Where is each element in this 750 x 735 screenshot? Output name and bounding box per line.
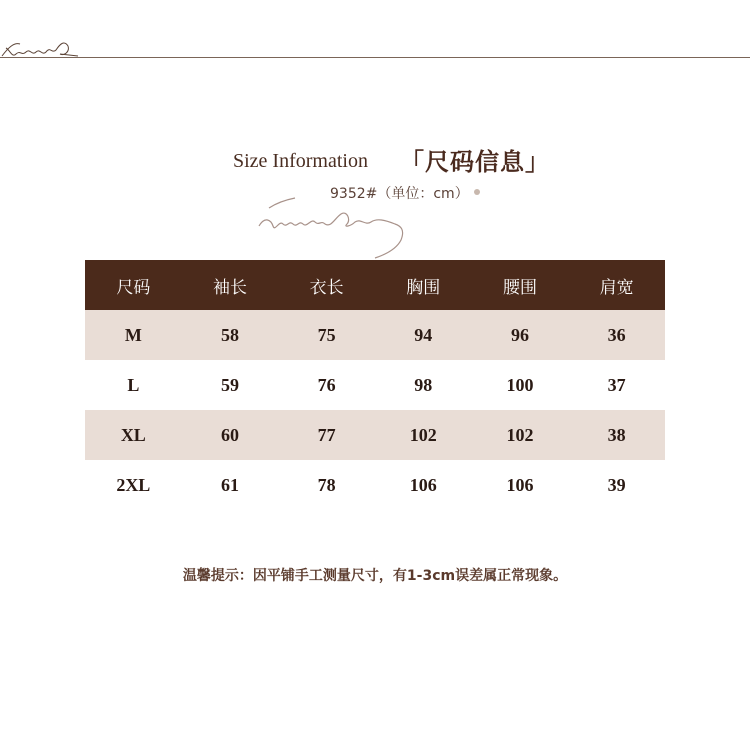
- table-cell: 102: [472, 410, 569, 460]
- measurement-note: 温馨提示：因平铺手工测量尺寸，有1-3cm误差属正常现象。: [182, 568, 568, 584]
- table-cell: 94: [375, 310, 472, 360]
- table-cell: 106: [506, 474, 534, 495]
- table-cell: 100: [506, 374, 534, 395]
- table-cell: 37: [607, 374, 626, 395]
- decorative-dot: [474, 189, 480, 195]
- column-header-size: 尺码: [85, 260, 182, 310]
- table-row: [85, 410, 665, 460]
- table-cell: 75: [278, 310, 375, 360]
- column-header-shoulder: 肩宽: [568, 260, 665, 310]
- table-cell: L: [127, 374, 140, 395]
- table-cell: 60: [182, 410, 279, 460]
- table-cell: 98: [414, 374, 433, 395]
- table-row: [85, 310, 665, 360]
- heading: [0, 142, 750, 182]
- table-cell: XL: [85, 410, 182, 460]
- table-row: [85, 460, 665, 510]
- table-cell: 77: [278, 410, 375, 460]
- table-cell: 102: [375, 410, 472, 460]
- table-header-row: [85, 260, 665, 310]
- table-cell: 36: [568, 310, 665, 360]
- handwritten-signature-top: [0, 34, 80, 66]
- table-row: [85, 360, 665, 410]
- column-header-length: 衣长: [278, 260, 375, 310]
- table-cell: M: [85, 310, 182, 360]
- table-cell: 61: [220, 474, 239, 495]
- table-cell: 39: [607, 474, 626, 495]
- table-cell: 96: [472, 310, 569, 360]
- table-cell: 2XL: [116, 474, 151, 495]
- table-cell: 78: [317, 474, 336, 495]
- table-cell: 58: [182, 310, 279, 360]
- unit-subtitle: 9352#（单位：cm）: [330, 186, 469, 202]
- table-cell: 76: [317, 374, 336, 395]
- column-header-sleeve: 袖长: [182, 260, 279, 310]
- title-en: Size Information: [233, 150, 368, 172]
- column-header-waist: 腰围: [472, 260, 569, 310]
- table-cell: 38: [568, 410, 665, 460]
- size-table: [85, 260, 665, 510]
- table-cell: 59: [220, 374, 239, 395]
- title-cn: 「尺码信息」: [400, 148, 550, 176]
- top-divider-line: [0, 57, 750, 58]
- table-cell: 106: [409, 474, 437, 495]
- column-header-chest: 胸围: [375, 260, 472, 310]
